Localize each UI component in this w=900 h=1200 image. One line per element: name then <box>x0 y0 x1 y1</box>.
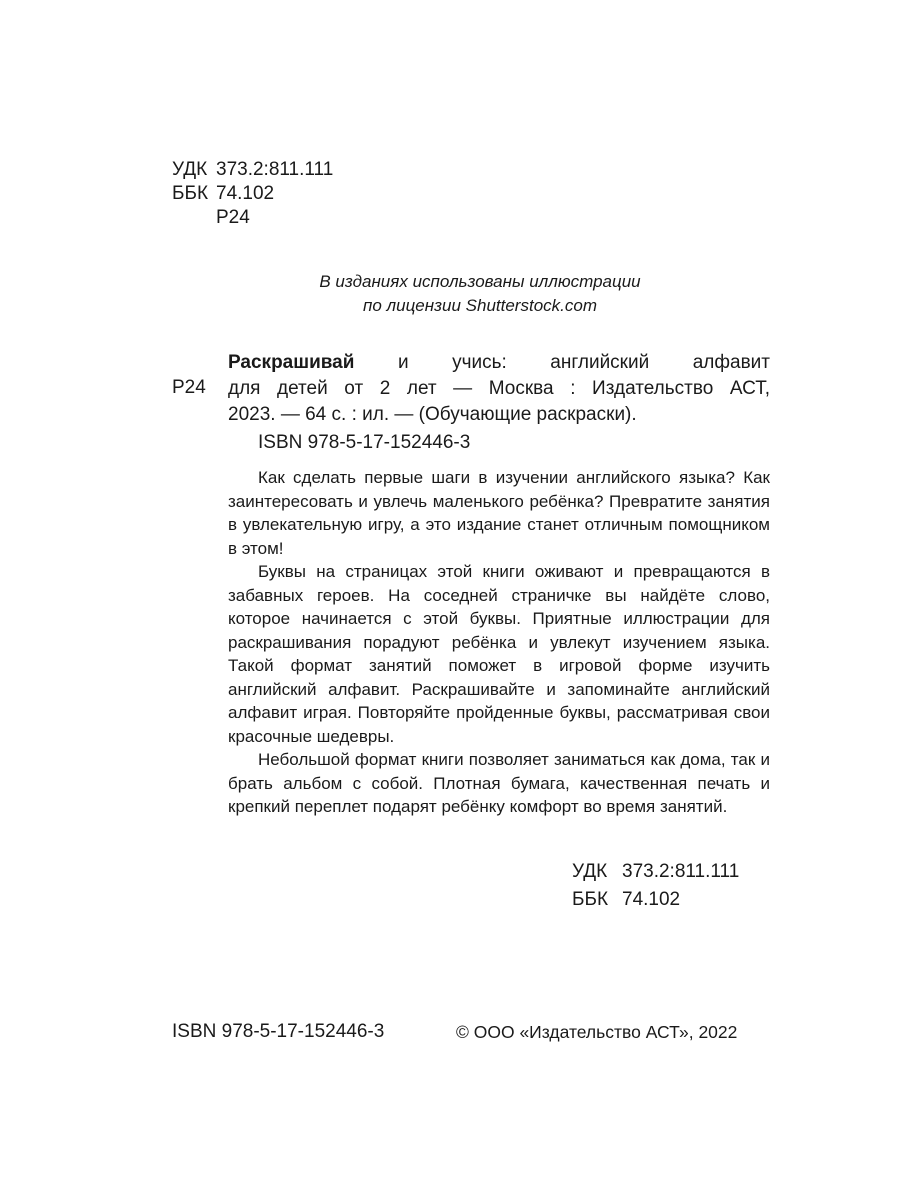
title-rest: и учись: английский алфавит <box>354 352 770 373</box>
bbk-label: ББК <box>172 183 209 204</box>
credit-line-2: по лицензии Shutterstock.com <box>363 296 597 315</box>
udk-label: УДК <box>172 159 208 180</box>
bibliographic-line-3: 2023. — 64 с. : ил. — (Обучающие раскраски). <box>228 404 637 425</box>
book-title-bold: Раскрашивай <box>228 352 355 373</box>
footer-isbn: ISBN 978-5-17-152446-3 <box>172 1021 385 1042</box>
bbk-label: ББК <box>572 889 609 910</box>
udk-label: УДК <box>572 861 608 882</box>
udk-row <box>172 158 333 182</box>
bibliographic-isbn: ISBN 978-5-17-152446-3 <box>258 432 471 453</box>
bibliographic-line-1 <box>228 350 770 376</box>
bottom-classification-block <box>572 858 739 914</box>
author-code: Р24 <box>216 207 250 228</box>
annotation <box>228 466 770 819</box>
illustration-credit <box>0 270 900 318</box>
bbk-value: 74.102 <box>622 889 681 910</box>
udk-row <box>572 858 739 886</box>
bbk-row <box>172 182 333 206</box>
copyright: © ООО «Издательство АСТ», 2022 <box>456 1022 738 1042</box>
udk-value: 373.2:811.111 <box>216 159 334 180</box>
bbk-value: 74.102 <box>216 183 275 204</box>
bbk-row <box>572 886 739 914</box>
udk-value: 373.2:811.111 <box>622 861 740 882</box>
credit-line-1: В изданиях использованы иллюстрации <box>319 272 641 291</box>
bibliographic-record <box>228 350 770 456</box>
top-classification-block <box>172 158 333 230</box>
annotation-paragraph: Небольшой формат книги позволяет заниматься как дома, так и брать альбом с собой. Плотная бумага, качественная печать и крепкий переплет подарят ребёнку комфорт во время занятий. <box>228 750 770 816</box>
bibliographic-author-code: Р24 <box>172 377 206 398</box>
annotation-paragraph: Как сделать первые шаги в изучении английского языка? Как заинтересовать и увлечь маленького ребёнка? Превратите занятия в увлекательную игру, а это издание станет отличным помощником в этом! <box>228 468 770 558</box>
bibliographic-line-2: для детей от 2 лет — Москва : Издательство АСТ, <box>228 378 770 399</box>
annotation-paragraph: Буквы на страницах этой книги оживают и превращаются в забавных героев. На соседней страничке вы найдёте слово, которое начинается с этой буквы. Приятные иллюстрации для раскрашивания порадуют ребёнка и увлекут изучением языка. Такой формат занятий поможет в игровой форме изучить английский алфавит. Раскрашивайте и запоминайте английский алфавит играя. Повторяйте пройденные буквы, рассматривая свои красочные шедевры. <box>228 562 770 746</box>
